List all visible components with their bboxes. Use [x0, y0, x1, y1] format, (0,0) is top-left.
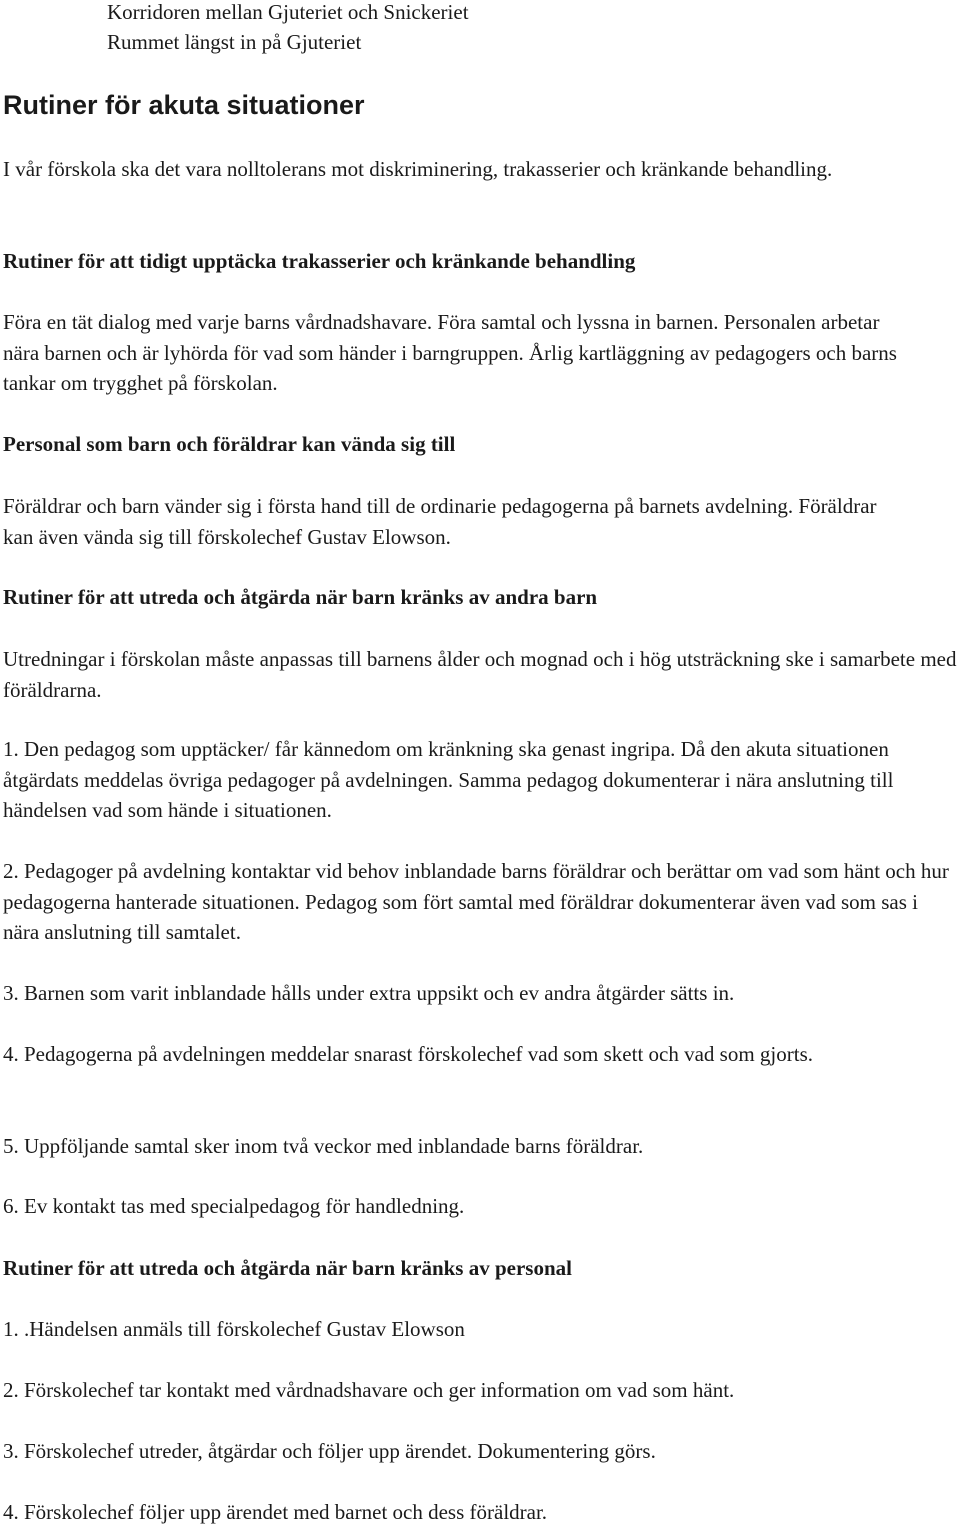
child-vs-child-step-3: 3. Barnen som varit inblandade hålls under extra uppsikt och ev andra åtgärder sätts in.	[3, 981, 735, 1005]
staff-vs-child-step-4: 4. Förskolechef följer upp ärendet med barnet och dess föräldrar.	[3, 1500, 548, 1524]
child-vs-child-step-1: 1. Den pedagog som upptäcker/ får kännedom om kränkning ska genast ingripa. Då den akuta situationen åtgärdats meddelas övriga pedagoger på avdelningen. Samma pedagog dokumenterar i nära anslutning till händelsen vad som hände i situationen.	[3, 737, 894, 822]
child-vs-child-step-5: 5. Uppföljande samtal sker inom två veckor med inblandade barns föräldrar.	[3, 1134, 644, 1158]
child-vs-child-step-6: 6. Ev kontakt tas med specialpedagog för handledning.	[3, 1194, 465, 1218]
early-detection-paragraph: Föra en tät dialog med varje barns vårdnadshavare. Föra samtal och lyssna in barnen. Personalen arbetar nära barnen och är lyhörda för vad som händer i barngruppen. Årlig kartläggning av pedagogers och barns tankar om trygghet på förskolan.	[3, 310, 897, 395]
child-vs-child-step-4: 4. Pedagogerna på avdelningen meddelar snarast förskolechef vad som skett och vad som gjorts.	[3, 1042, 814, 1066]
page-title: Rutiner för akuta situationer	[3, 90, 365, 120]
contacts-paragraph: Föräldrar och barn vänder sig i första hand till de ordinarie pedagogerna på barnets avdelning. Föräldrar kan även vända sig till förskolechef Gustav Elowson.	[3, 494, 877, 549]
heading-staff-vs-child: Rutiner för att utreda och åtgärda när barn kränks av personal	[3, 1256, 572, 1280]
staff-vs-child-step-3: 3. Förskolechef utreder, åtgärdar och följer upp ärendet. Dokumentering görs.	[3, 1439, 656, 1463]
location-line-2: Rummet längst in på Gjuteriet	[107, 30, 362, 54]
staff-vs-child-step-1: 1. .Händelsen anmäls till förskolechef Gustav Elowson	[3, 1317, 465, 1341]
location-line-1: Korridoren mellan Gjuteriet och Snickeriet	[107, 0, 469, 24]
heading-child-vs-child: Rutiner för att utreda och åtgärda när barn kränks av andra barn	[3, 585, 598, 609]
heading-early-detection: Rutiner för att tidigt upptäcka trakasserier och kränkande behandling	[3, 249, 636, 273]
child-vs-child-intro: Utredningar i förskolan måste anpassas till barnens ålder och mognad och i hög utsträckning ske i samarbete med föräldrarna.	[3, 647, 957, 702]
intro-paragraph: I vår förskola ska det vara nolltolerans mot diskriminering, trakasserier och kränkande behandling.	[3, 157, 833, 181]
staff-vs-child-step-2: 2. Förskolechef tar kontakt med vårdnadshavare och ger information om vad som hänt.	[3, 1378, 735, 1402]
heading-contacts: Personal som barn och föräldrar kan vända sig till	[3, 432, 456, 456]
child-vs-child-step-2: 2. Pedagoger på avdelning kontaktar vid behov inblandade barns föräldrar och berättar om vad som hänt och hur pedagogerna hanterade situationen. Pedagog som fört samtal med föräldrar dokumenterar även vad som sas i nära anslutning till samtalet.	[3, 859, 949, 944]
